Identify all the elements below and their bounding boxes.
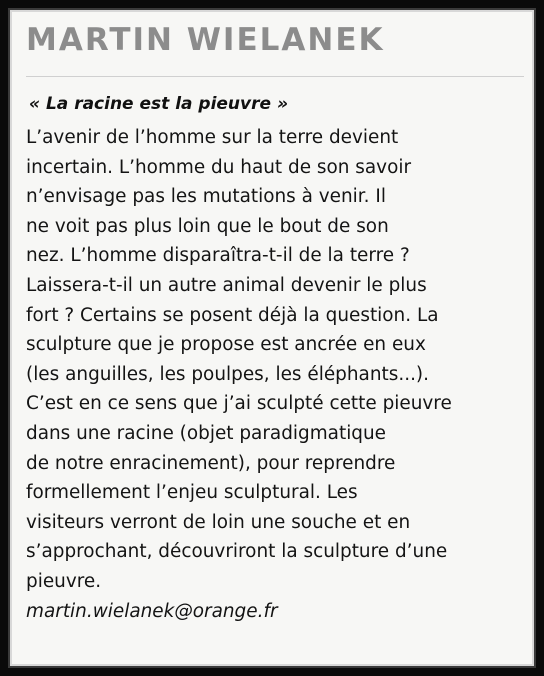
body-line: visiteurs verront de loin une souche et en bbox=[26, 511, 411, 533]
body-line: formellement l’enjeu sculptural. Les bbox=[26, 482, 358, 504]
body-line: de notre enracinement), pour reprendre bbox=[26, 452, 396, 474]
body-line: incertain. L’homme du haut de son savoir bbox=[26, 156, 412, 178]
body-line: (les anguilles, les poulpes, les éléphants...). bbox=[26, 363, 429, 385]
body-line: s’approchant, découvriront la sculpture d’une bbox=[26, 541, 448, 563]
article-body bbox=[26, 123, 526, 626]
body-line: C’est en ce sens que j’ai sculpté cette pieuvre bbox=[26, 393, 452, 415]
body-line: L’avenir de l’homme sur la terre devient bbox=[26, 127, 399, 148]
body-line: pieuvre. bbox=[26, 570, 102, 592]
article-title: « La racine est la pieuvre » bbox=[29, 94, 289, 114]
body-line: nez. L’homme disparaîtra-t-il de la terre ? bbox=[26, 245, 410, 267]
title-divider bbox=[26, 76, 524, 77]
body-line: dans une racine (objet paradigmatique bbox=[26, 422, 387, 444]
author-name: MARTIN WIELANEK bbox=[26, 22, 385, 58]
body-line: sculpture que je propose est ancrée en eux bbox=[26, 334, 426, 356]
body-line: ne voit pas plus loin que le bout de son bbox=[26, 215, 389, 237]
body-line: fort ? Certains se posent déjà la question. La bbox=[26, 304, 439, 326]
author-email: martin.wielanek@orange.fr bbox=[26, 600, 278, 622]
body-line: Laissera-t-il un autre animal devenir le plus bbox=[26, 274, 427, 296]
document-sheet bbox=[12, 12, 532, 664]
body-line: n’envisage pas les mutations à venir. Il bbox=[26, 186, 386, 208]
